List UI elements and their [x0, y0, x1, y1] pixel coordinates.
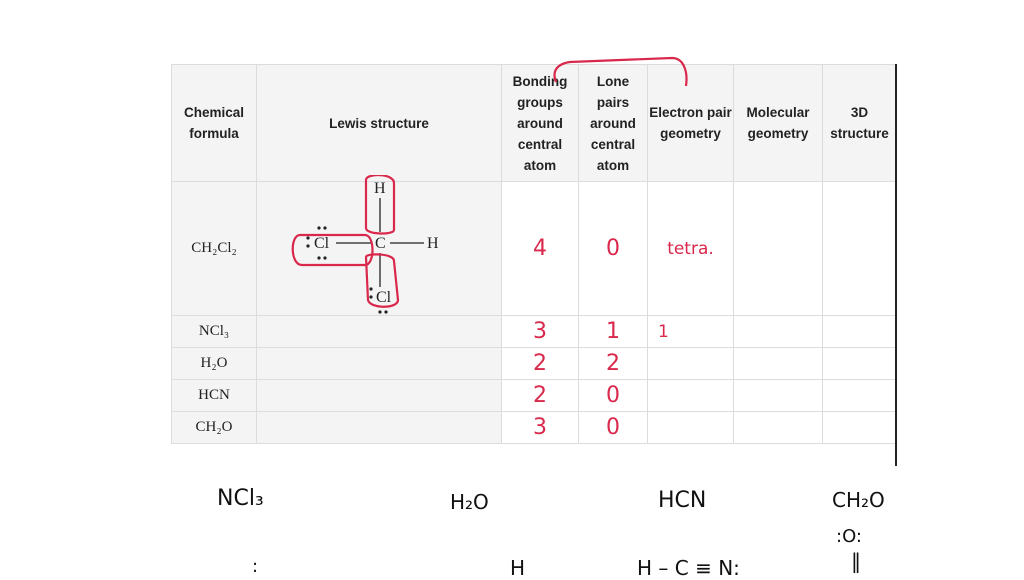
- formula-cell: HCN: [172, 380, 257, 412]
- table-row: [172, 316, 897, 348]
- lewis-atom-top: H: [374, 180, 386, 197]
- note-ch2o-oxygen: :O:: [836, 526, 862, 547]
- header-lewis-structure: Lewis structure: [257, 65, 502, 182]
- formula-cell: CH₂O: [172, 412, 257, 444]
- lone-pairs-cell: 1: [579, 316, 648, 348]
- lone-pairs-cell: 0: [579, 412, 648, 444]
- electron-geometry-cell: tetra.: [648, 182, 734, 316]
- molecular-geometry-cell: [734, 182, 823, 316]
- molecular-geometry-cell: [734, 348, 823, 380]
- lone-pairs-cell: 0: [579, 182, 648, 316]
- header-electron-pair-geometry: Electron pair geometry: [648, 65, 734, 182]
- note-ch2o-double-bond: ‖: [851, 549, 861, 573]
- lewis-structure-cell: [257, 348, 502, 380]
- lewis-atom-left: Cl: [314, 235, 330, 252]
- table-row: [172, 412, 897, 444]
- header-chemical-formula: Chemical formula: [172, 65, 257, 182]
- lewis-atom-center: C: [375, 235, 386, 252]
- bonding-groups-cell: 2: [502, 380, 579, 412]
- note-hcn-structure: H – C ≡ N:: [637, 556, 740, 580]
- lone-pairs-cell: 0: [579, 380, 648, 412]
- molecular-geometry-cell: [734, 316, 823, 348]
- electron-geometry-cell: [648, 412, 734, 444]
- 3d-structure-cell: [823, 348, 897, 380]
- note-ch2o: CH₂O: [832, 488, 885, 512]
- lewis-structure-diagram: [280, 175, 460, 320]
- bonding-groups-cell: 2: [502, 348, 579, 380]
- bonding-groups-cell: 4: [502, 182, 579, 316]
- molecular-geometry-cell: [734, 380, 823, 412]
- table-right-edge: [895, 64, 897, 466]
- lewis-structure-cell: [257, 380, 502, 412]
- bond-circle-left: [293, 235, 373, 265]
- table-header-row: [172, 65, 897, 182]
- bonding-groups-cell: 3: [502, 412, 579, 444]
- header-3d-structure: 3D structure: [823, 65, 897, 182]
- molecular-geometry-cell: [734, 412, 823, 444]
- header-molecular-geometry: Molecular geometry: [734, 65, 823, 182]
- 3d-structure-cell: [823, 412, 897, 444]
- formula-cell: NCl₃: [172, 316, 257, 348]
- note-h2o-structure: H: [510, 556, 526, 580]
- 3d-structure-cell: [823, 182, 897, 316]
- lewis-structure-cell: [257, 316, 502, 348]
- lone-pairs-cell: 2: [579, 348, 648, 380]
- formula-cell: CH₂Cl₂: [172, 182, 257, 316]
- electron-geometry-cell: 1: [648, 316, 734, 348]
- note-ncl3-structure: :: [252, 556, 259, 577]
- lewis-atom-right: H: [427, 235, 439, 252]
- 3d-structure-cell: [823, 316, 897, 348]
- bonding-groups-cell: 3: [502, 316, 579, 348]
- table-row: [172, 348, 897, 380]
- note-hcn: HCN: [658, 488, 707, 513]
- electron-geometry-cell: [648, 380, 734, 412]
- 3d-structure-cell: [823, 380, 897, 412]
- lewis-atom-bottom: Cl: [376, 289, 392, 306]
- header-bonding-groups: Bonding groups around central atom: [502, 65, 579, 182]
- note-ncl3: NCl₃: [217, 486, 264, 511]
- table-row: [172, 380, 897, 412]
- note-h2o: H₂O: [450, 490, 489, 514]
- lewis-structure-cell: [257, 412, 502, 444]
- formula-cell: H₂O: [172, 348, 257, 380]
- electron-geometry-cell: [648, 348, 734, 380]
- header-lone-pairs: Lone pairs around central atom: [579, 65, 648, 182]
